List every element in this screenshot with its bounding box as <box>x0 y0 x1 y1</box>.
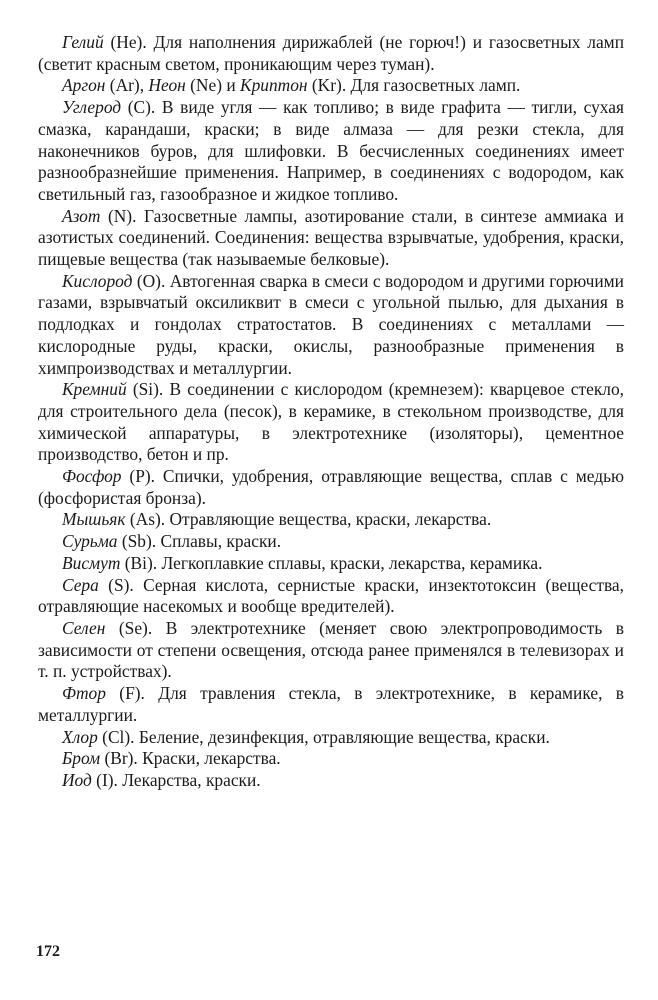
entry-text: (Br). Краски, лекарства. <box>100 748 281 769</box>
entry-term: Сурьма <box>62 531 118 552</box>
page-body <box>38 32 624 792</box>
entry-term: Висмут <box>62 552 121 573</box>
entry-term: Фтор <box>62 683 106 704</box>
entry-text: (N). Газосветные лампы, азотирование стали, в синтезе аммиака и азотистых соединений. Соединения: вещества взрывчатые, удобрения, краски, пищевые вещества (так называемые белковые). <box>38 205 624 270</box>
entry-term: Кислород <box>62 270 133 291</box>
entry-text: (Ne) и <box>185 75 241 96</box>
entry-term: Селен <box>62 617 106 638</box>
entry-phosphorus <box>38 466 624 509</box>
entry-term: Углерод <box>62 97 122 118</box>
entry-bromine <box>38 748 624 770</box>
entry-term: Мышьяк <box>62 509 126 530</box>
entry-arsenic <box>38 509 624 531</box>
entry-text: (Bi). Легкоплавкие сплавы, краски, лекарства, керамика. <box>120 552 543 573</box>
entry-selenium <box>38 618 624 683</box>
entry-text: (O). Автогенная сварка в смеси с водородом и другими горючими газами, взрывчатый оксиликвит в смеси с угольной пылью, для дыхания в подлодках и гондолах стратостатов. В соединениях с металлами — кислородные руды, краски, окислы, разнообразные применения в химпроизводствах и металлургии. <box>38 270 624 378</box>
entry-text: (F). Для травления стекла, в электротехнике, в керамике, в металлургии. <box>38 683 624 725</box>
entry-sulfur <box>38 575 624 618</box>
entry-term: Сера <box>62 574 99 595</box>
entry-nitrogen <box>38 206 624 271</box>
entry-chlorine <box>38 727 624 749</box>
entry-term: Иод <box>62 769 92 790</box>
entry-term: Азот <box>62 205 101 226</box>
entry-text: (He). Для наполнения дирижаблей (не горюч!) и газосветных ламп (светит красным светом, проникающим через туман). <box>38 32 624 74</box>
entry-term: Фосфор <box>62 466 122 487</box>
page-number: 172 <box>36 943 60 960</box>
entry-text: (Si). В соединении с кислородом (кремнезем): кварцевое стекло, для строительного дела (песок), в керамике, в стекольном производстве, для химической аппаратуры, в электротехнике (изоляторы), цементное производство, бетон и пр. <box>38 379 624 465</box>
entry-term: Бром <box>62 748 101 769</box>
entry-text: (Se). В электротехнике (меняет свою электропроводимость в зависимости от степени освещения, отсюда ранее применялся в телевизорах и т. п. устройствах). <box>38 617 624 682</box>
entry-text: (Ar), <box>105 75 149 96</box>
entry-term: Неон <box>148 75 186 96</box>
entry-term: Хлор <box>62 726 98 747</box>
entry-antimony <box>38 531 624 553</box>
entry-term: Гелий <box>62 32 104 52</box>
entry-text: (S). Серная кислота, сернистые краски, инзектотоксин (вещества, отравляющие насекомых и вообще вредителей). <box>38 574 624 617</box>
entry-term: Кремний <box>62 379 127 400</box>
entry-text: (C). В виде угля — как топливо; в виде графита — тигли, сухая смазка, карандаши, краски; в виде алмаза — для резки стекла, для наконечников буров, для шлифовки. В бесчисленных соединениях имеет разнообразнейшие применения. Например, в соединениях с водородом, как светильный газ, газообразное и жидкое топливо. <box>38 97 624 204</box>
entry-text: (Cl). Беление, дезинфекция, отравляющие вещества, краски. <box>97 726 550 747</box>
entry-iodine <box>38 770 624 792</box>
entry-fluorine <box>38 683 624 726</box>
entry-oxygen <box>38 271 624 380</box>
entry-text: (I). Лекарства, краски. <box>91 769 261 790</box>
entry-text: (As). Отравляющие вещества, краски, лекарства. <box>125 509 492 530</box>
entry-helium <box>38 32 624 75</box>
entry-carbon <box>38 97 624 206</box>
entry-text: (Sb). Сплавы, краски. <box>117 531 282 552</box>
entry-text: (P). Спички, удобрения, отравляющие вещества, сплав с медью (фосфористая бронза). <box>38 466 624 508</box>
entry-bismuth <box>38 553 624 575</box>
entry-term: Криптон <box>240 75 308 96</box>
entry-noble-gases <box>38 75 624 97</box>
entry-term: Аргон <box>62 75 106 96</box>
entry-text: (Kr). Для газосветных ламп. <box>307 75 521 96</box>
entry-silicon <box>38 379 624 466</box>
